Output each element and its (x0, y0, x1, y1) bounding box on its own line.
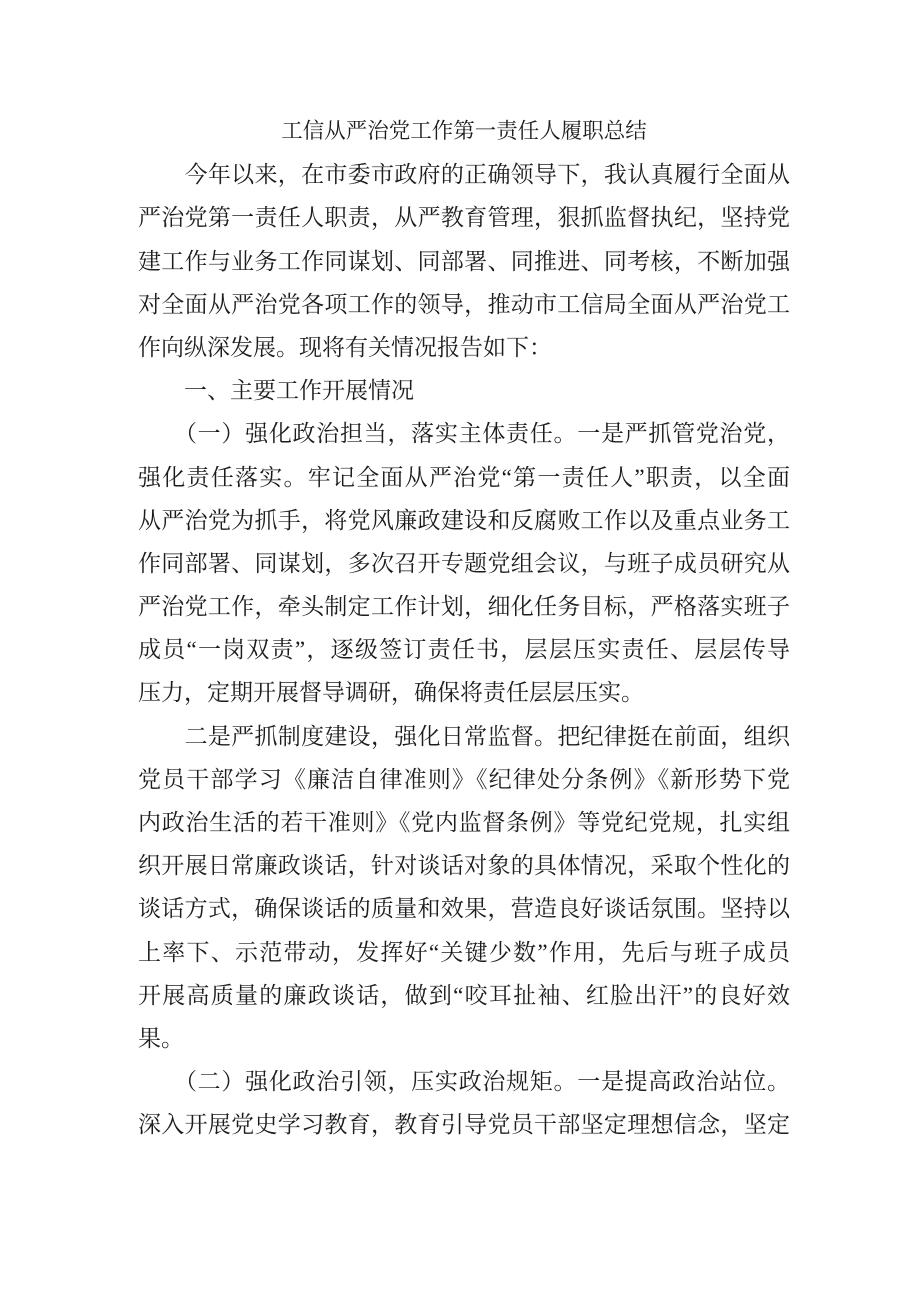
text-line: 织开展日常廉政谈话，针对谈话对象的具体情况，采取个性化的 (138, 853, 790, 879)
document-body (138, 153, 790, 1146)
text-line: 开展高质量的廉政谈话，做到“咬耳扯袖、红脸出汗”的良好效 (138, 982, 790, 1008)
text-line: 成员“一岗双责”，逐级签订责任书，层层压实责任、层层传导 (138, 637, 790, 663)
text-line: 深入开展党史学习教育，教育引导党员干部坚定理想信念，坚定 (138, 1112, 790, 1138)
text-line: 建工作与业务工作同谋划、同部署、同推进、同考核，不断加强 (138, 248, 790, 274)
text-line: 作同部署、同谋划，多次召开专题党组会议，与班子成员研究从 (138, 550, 790, 576)
text-line: 作向纵深发展。现将有关情况报告如下： (138, 334, 552, 360)
document-content (138, 110, 790, 1147)
text-line: 谈话方式，确保谈话的质量和效果，营造良好谈话氛围。坚持以 (138, 896, 790, 922)
text-line: （一）强化政治担当，落实主体责任。一是严抓管党治党， (138, 421, 790, 447)
text-line: 对全面从严治党各项工作的领导，推动市工信局全面从严治党工 (138, 291, 790, 317)
text-line: 严治党第一责任人职责，从严教育管理，狠抓监督执纪，坚持党 (138, 205, 790, 231)
document-title: 工信从严治党工作第一责任人履职总结 (281, 119, 647, 143)
text-line: 压力，定期开展督导调研，确保将责任层层压实。 (138, 680, 644, 706)
text-line: 二是严抓制度建设，强化日常监督。把纪律挺在前面，组织 (138, 723, 790, 749)
text-line: 党员干部学习《廉洁自律准则》《纪律处分条例》《新形势下党 (138, 766, 790, 792)
text-line: （二）强化政治引领，压实政治规矩。一是提高政治站位。 (138, 1069, 790, 1095)
text-line: 内政治生活的若干准则》《党内监督条例》等党纪党规，扎实组 (138, 810, 790, 835)
text-line: 强化责任落实。牢记全面从严治党“第一责任人”职责，以全面 (138, 464, 790, 490)
text-line: 一、主要工作开展情况 (138, 378, 414, 404)
text-line: 果。 (138, 1025, 184, 1051)
text-line: 从严治党为抓手，将党风廉政建设和反腐败工作以及重点业务工 (138, 507, 790, 533)
text-line: 严治党工作，牵头制定工作计划，细化任务目标，严格落实班子 (138, 594, 790, 620)
text-line: 上率下、示范带动，发挥好“关键少数”作用，先后与班子成员 (138, 939, 790, 965)
text-line: 今年以来，在市委市政府的正确领导下，我认真履行全面从 (138, 162, 790, 188)
